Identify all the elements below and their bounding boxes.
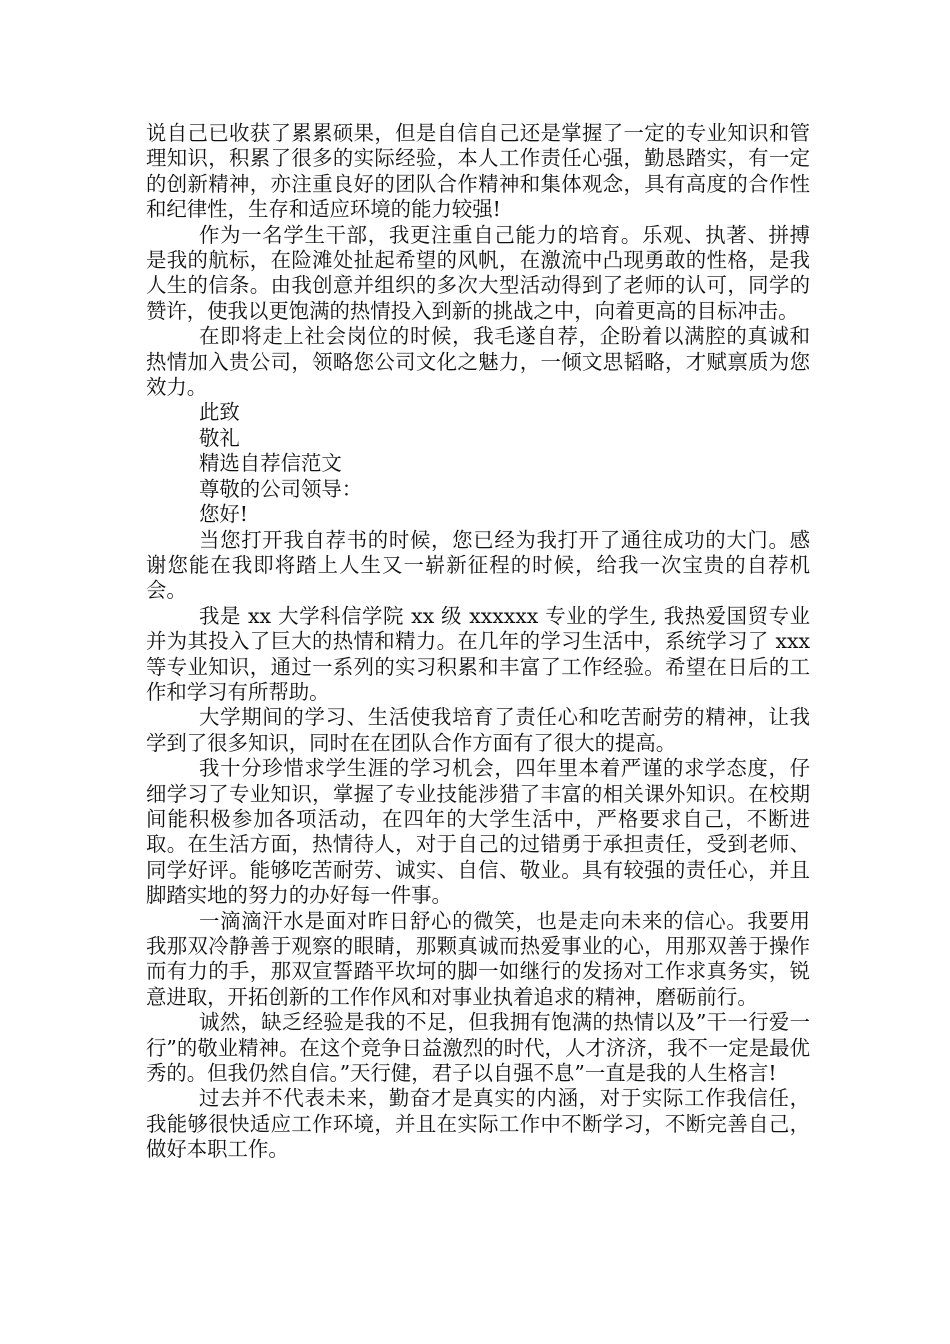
paragraph-opening: 当您打开我自荐书的时候，您已经为我打开了通往成功的大门。感谢您能在我即将踏上人生又一崭新征程的时候，给我一次宝贵的自荐机会。 [146,527,810,603]
paragraph-future: 过去并不代表未来，勤奋才是真实的内涵，对于实际工作我信任，我能够很快适应工作环境，并且在实际工作中不断学习，不断完善自己，做好本职工作。 [146,1086,810,1162]
paragraph-university-life: 大学期间的学习、生活使我培育了责任心和吃苦耐劳的精神，让我学到了很多知识，同时在在团队合作方面有了很大的提高。 [146,705,810,755]
paragraph-motto: 诚然，缺乏经验是我的不足，但我拥有饱满的热情以及”干一行爱一行”的敬业精神。在这个竞争日益激烈的时代，人才济济，我不一定是最优秀的。但我仍然自信。”天行健，君子以自强不息”一直是我的人生格言! [146,1010,810,1086]
paragraph-study-attitude: 我十分珍惜求学生涯的学习机会，四年里本着严谨的求学态度，仔细学习了专业知识，掌握了专业技能涉猎了丰富的相关课外知识。在校期间能积极参加各项活动，在四年的大学生活中，严格要求自己，不断进取。在生活方面，热情待人，对于自己的过错勇于承担责任，受到老师、同学好评。能够吃苦耐劳、诚实、自信、敬业。具有较强的责任心，并且脚踏实地的努力的办好每一件事。 [146,756,810,908]
paragraph-student-leader: 作为一名学生干部，我更注重自己能力的培育。乐观、执著、拼搏是我的航标，在险滩处扯起希望的风帆，在激流中凸现勇敢的性格，是我人生的信条。由我创意并组织的多次大型活动得到了老师的认可，同学的赞许，使我以更饱满的热情投入到新的挑战之中，向着更高的目标冲击。 [146,222,810,323]
document-page [146,121,810,1163]
letter-greeting: 您好! [199,502,249,527]
paragraph-introduction: 我是 xx 大学科信学院 xx 级 xxxxxx 专业的学生, 我热爱国贸专业并为其投入了巨大的热情和精力。在几年的学习生活中，系统学习了 xxx 等专业知识，通过一系列的实习积累和丰富了工作经验。希望在日后的工作和学习有所帮助。 [146,603,810,704]
letter-salutation: 尊敬的公司领导： [199,476,363,501]
closing-regards: 敬礼 [199,425,240,450]
closing-salutation: 此致 [199,400,240,425]
paragraph-continuation: 说自己已收获了累累硕果，但是自信自己还是掌握了一定的专业知识和管理知识，积累了很多的实际经验，本人工作责任心强，勤恳踏实，有一定的创新精神，亦注重良好的团队合作精神和集体观念，具有高度的合作性和纪律性，生存和适应环境的能力较强! [146,121,810,222]
section-title: 精选自荐信范文 [199,451,342,476]
paragraph-self-recommend: 在即将走上社会岗位的时候，我毛遂自荐，企盼着以满腔的真诚和热情加入贵公司，领略您公司文化之魅力，一倾文思韬略，才赋禀质为您效力。 [146,324,810,400]
paragraph-confidence: 一滴滴汗水是面对昨日舒心的微笑，也是走向未来的信心。我要用我那双冷静善于观察的眼睛，那颗真诚而热爱事业的心，用那双善于操作而有力的手，那双宣誓踏平坎坷的脚一如继行的发扬对工作求真务实，锐意进取，开拓创新的工作作风和对事业执着追求的精神，磨砺前行。 [146,908,810,1009]
